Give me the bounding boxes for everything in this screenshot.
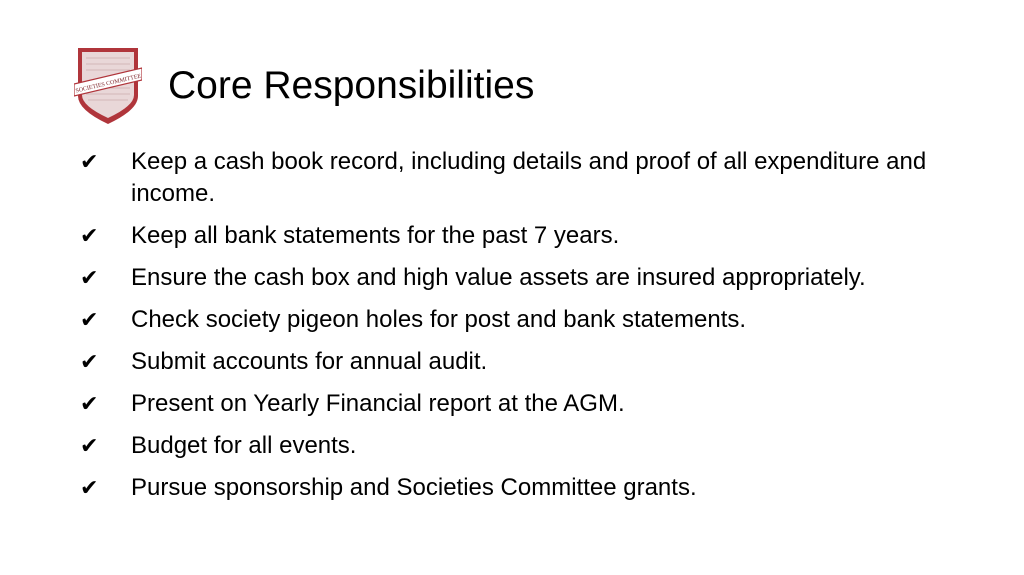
check-mark-icon: ✔: [80, 350, 99, 375]
check-mark-icon: ✔: [80, 150, 99, 175]
list-item: [80, 472, 980, 504]
list-item-text: Keep a cash book record, including details and proof of all expenditure and income.: [131, 148, 927, 207]
list-item: [80, 346, 980, 378]
list-item: [80, 388, 980, 420]
check-mark-icon: ✔: [80, 392, 99, 417]
list-item: [80, 220, 980, 252]
list-item: [80, 262, 980, 294]
check-mark-icon: ✔: [80, 266, 99, 291]
list-item-text: Ensure the cash box and high value assets are insured appropriately.: [131, 264, 866, 291]
check-mark-icon: ✔: [80, 476, 99, 501]
shield-icon: [74, 44, 142, 126]
list-item-text: Budget for all events.: [131, 432, 357, 459]
logo-banner-text: SOCIETIES COMMITTEE: [75, 73, 142, 95]
list-item: [80, 146, 980, 210]
list-item-text: Present on Yearly Financial report at the AGM.: [131, 390, 625, 417]
check-mark-icon: ✔: [80, 224, 99, 249]
check-mark-icon: ✔: [80, 308, 99, 333]
check-mark-icon: ✔: [80, 434, 99, 459]
responsibility-list: [80, 146, 980, 514]
list-item-text: Keep all bank statements for the past 7 years.: [131, 222, 620, 249]
societies-committee-logo: [74, 44, 142, 126]
list-item-text: Submit accounts for annual audit.: [131, 348, 488, 375]
slide-title: Core Responsibilities: [168, 64, 535, 107]
list-item-text: Check society pigeon holes for post and bank statements.: [131, 306, 747, 333]
list-item: [80, 304, 980, 336]
list-item-text: Pursue sponsorship and Societies Committee grants.: [131, 474, 697, 501]
list-item: [80, 430, 980, 462]
